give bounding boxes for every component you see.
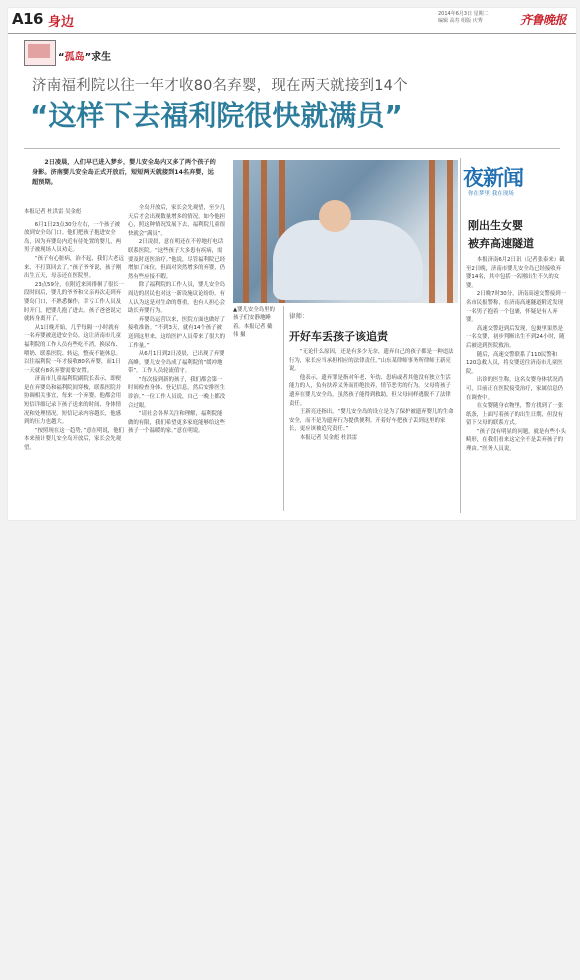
right-para-1: 本报济南6月2日讯（记者张泰来）截至2日晚，济南市婴儿安全岛已经接收弃婴14名，其中包括一名刚出生不久的女婴。 [466,257,565,289]
right-para-6: 在女婴随身衣物里，警方找到了一张纸条，上面写着孩子的出生日期，但没有留下父母的联系方式。 [466,403,564,427]
right-headline-2: 被弃高速隧道 [468,237,534,250]
badge-label [58,48,111,63]
badge-suffix: ”求生 [84,52,112,63]
lawyer-para-3: 王新亮还指出，“婴儿安全岛的设立是为了保护被遗弃婴儿的生命安全，而不是为遗弃行为提供便利。开着好车把孩子丢到这里的家长，更应该被追究责任。” [289,409,454,433]
col2-para-6: “每次接到新的孩子，我们都会第一时间检查身体、登记信息，然后安排医生诊治。”一位工作人员说，自己一晚上都没合过眼。 [128,376,226,409]
article-byline: 本报记者 杜洪雷 吴金彪 [24,209,82,215]
badge-house-icon [24,40,56,66]
col1-para-4: 从1日晚开始，几乎每隔一小时就有一名弃婴被送进安全岛。这让济南市儿童福利院的工作人员有些吃不消，换尿布、喂奶、联系医院、转运，整夜不能休息。以往福利院一年才接收80名弃婴，而1日一天就有8名弃婴需要安置。 [24,324,122,374]
right-para-3: 高速交警赶到后发现，包裹里果然是一名女婴，初步判断出生不到24小时，随后被送到医院救治。 [466,325,565,349]
badge-prefix: “ [58,52,65,63]
page-header [8,8,576,34]
col1-para-1: 6月1日23点30分左右，一个孩子被放到安全岛门口。他们把孩子抱进安全岛，因为弃婴岛内近有待处置的婴儿，两男子被现场人员劝走。 [24,221,122,254]
lawyer-para-2: 他表示，遗弃罪是指对年老、年幼、患病或者其他没有独立生活能力的人，负有扶养义务而拒绝扶养，情节恶劣的行为。父母将孩子遗弃在婴儿安全岛，虽然孩子能得到救助，但父母同样逃脱不了法律责任。 [289,374,451,407]
article-column-2 [128,204,226,510]
lawyer-headline: 开好车丢孩子该追责 [289,330,388,343]
crib-bar [261,160,267,303]
col2-para-4: 弃婴岛运营以来，医院方面也做好了接收准备。“不到3天，就有14个孩子被送到这里来，这给医护人员带来了很大的工作量。” [128,316,226,349]
lawyer-para-4: 本报记者 吴金彪 杜洪雷 [299,434,358,441]
crib-bar [429,160,435,303]
col2-para-3: 除了福利院的工作人员，婴儿安全岛周边的居民也对这一新设施议论纷纷。有人认为这是对生命的尊重，也有人担心会助长弃婴行为。 [128,282,226,315]
right-para-5: 出诊的医生称，这名女婴身体状况尚可，目前正在医院接受治疗，家属信息仍在调查中。 [466,377,564,401]
col1-para-3: 23点59分，在附近来回徘徊了很长一段时间后，婴儿的爷爷和父亲再次走到弃婴岛门口，不熟悉操作，幸亏工作人员及时开门，把婴儿抱了进去。孩子爸爸说完就转身离开了。 [24,281,124,323]
right-divider [460,158,461,513]
photo-caption: ▲婴儿安全岛里的孩子们安静地睡着。本报记者 戴伟 摄 [233,307,275,339]
col1-para-5: 济南市儿童福利院副院长表示，即便是在弃婴岛和福利院间穿梭，联系医院并协调相关事宜，每来一个弃婴，他都会用短信详细记录下孩子送来的时间、身体情况和处理情况。短信记录内容越长，他感到的压力也越大。 [24,376,122,426]
baby-blanket [273,220,423,300]
baby-face [319,200,351,232]
newspaper-sheet [8,8,576,520]
topic-badge [24,40,124,68]
ye-news-logo: 夜新闻 [463,166,523,190]
article-column-1 [24,204,124,510]
col2-para-1: 全岛开放后，家长会先观望，至少几天后才会出现数量增多的情况。如今他担心，照这种情况发展下去，福利院儿童很快就会“满员”。 [128,205,226,237]
crib-bar [447,160,453,303]
section-name: 身边 [48,15,75,30]
title-divider [24,148,560,149]
dateline [438,11,518,25]
lawyer-body [289,348,455,513]
ye-news-tagline: 你在梦里 我在现场 [468,191,514,197]
crib-bar [243,160,249,303]
right-body [466,256,566,514]
right-para-4: 随后，高速交警联系了110民警和120急救人员，将女婴送往济南市儿童医院。 [466,351,563,375]
right-para-7: “孩子没有明显的问题，就是有些小头畸形，在我们看来这完全不是丢弃孩子的理由。”医务人员说。 [466,428,566,453]
lead-title: 济南福利院以往一年才收80名弃婴，现在两天就接到14个 [32,78,408,94]
col2-para-5: 从6月1日到2日凌晨，已出现了弃婴高峰。婴儿安全岛成了福利院的“缓冲地带”，工作人员轮流值守。 [128,351,225,375]
lawyer-divider [283,306,284,511]
col2-para-2: 2日凌晨，意在明还在不停地打电话联系医院。“这些孩子大多患有疾病，需要及时送医治疗。”他说，尽管福利院已经增加了床位，但面对突然增多的弃婴，仍然有些应接不暇。 [128,239,226,280]
masthead-logo: 齐鲁晚报 [520,13,567,27]
lawyer-label: 律师： [289,312,309,320]
page-number: A16 [12,10,43,28]
right-para-2: 2日晚7时30分，济南高速交警接到一名市民报警称，在济南高速隧道附近发现一名男子抱着一个包裹，怀疑是有人弃婴。 [466,291,566,324]
col1-para-2: “孩子有心脏病，治不起，我们大老远来，不打算回去了。”孩子爷爷说，孩子刚出生五天，母亲还在医院里。 [24,255,124,280]
badge-highlight: 孤岛 [64,52,85,63]
col1-para-6: “按照现在这一趋势，”意在明说，他们本来预计婴儿安全岛开放后，家长会先观望。 [24,427,124,452]
dateline-date: 2014年6月3日 星期二 [438,11,489,17]
article-lede: 2日凌晨，人们早已进入梦乡，婴儿安全岛内又多了两个孩子的身影。济南婴儿安全岛正式开放后，短短两天就接到14名弃婴，远超预期。 [32,159,216,186]
right-headline-1: 刚出生女婴 [468,219,523,232]
col2-para-7: “请社会各界关注和理解，福利院能做的有限，我们希望更多家庭能够给这些孩子一个温暖的家。”意在明说。 [128,411,226,435]
dateline-editors: 编辑 高寿 组版 庆秀 [438,18,483,24]
lawyer-para-1: “无论什么原因，还是有多少无奈，遗弃自己的孩子都是一种违法行为，家长应当承担相应的法律责任。”山东某律师事务所律师王新亮说。 [289,349,454,373]
main-title: “这样下去福利院很快就满员” [30,99,403,132]
baby-photo [233,160,458,303]
